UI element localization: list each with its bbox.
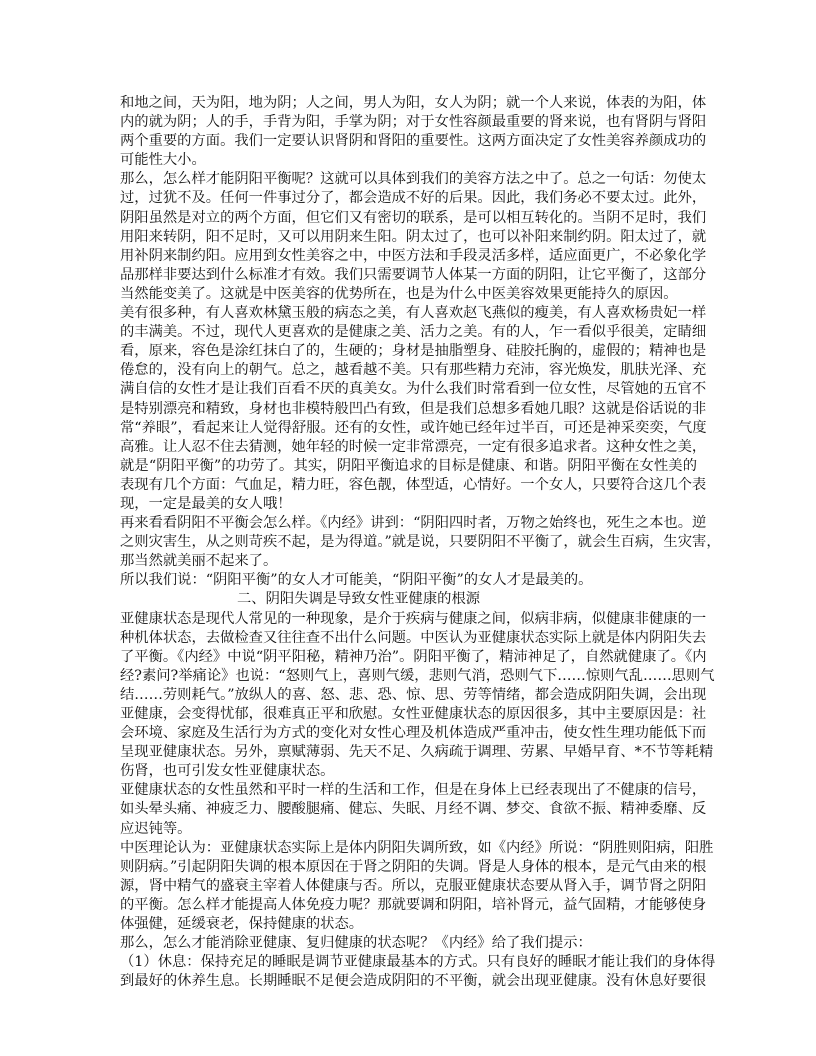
document-body xyxy=(120,94,721,991)
text-line: 常“养眼”，看起来让人觉得舒服。还有的女性，或许她已经年过半百，可还是神采奕奕，气度 xyxy=(120,419,707,436)
text-line: 体强健，延缓衰老，保持健康的状态。 xyxy=(120,916,364,933)
paragraph xyxy=(120,514,721,571)
text-line: 经?素问?举痛论》也说：“怒则气上，喜则气缓，悲则气消，恐则气下……惊则气乱……思则气 xyxy=(120,667,715,684)
text-line: 中医理论认为：亚健康状态实际上是体内阴阳失调所致，如《内经》所说：“阴胜则阳病，阳胜 xyxy=(120,839,714,856)
paragraph xyxy=(120,934,697,953)
text-line: 倦怠的，没有向上的朝气。总之，越看越不美。只有那些精力充沛，容光焕发，肌肤光泽、充 xyxy=(120,362,707,379)
text-line: 之则灾害生，从之则苛疾不起，是为得道。”就是说，只要阴阳不平衡了，就会生百病，生灾害， xyxy=(120,534,721,551)
text-line: 美有很多种，有人喜欢林黛玉般的病态之美，有人喜欢赵飞燕似的瘦美，有人喜欢杨贵妃一样 xyxy=(120,305,707,322)
text-line: 到最好的休养生息。长期睡眠不足便会造成阴阳的不平衡，就会出现亚健康。没有休息好要很 xyxy=(120,973,707,990)
text-line: 用补阴来制约阳。应用到女性美容之中，中医方法和手段灵活多样，适应面更广，不必象化学 xyxy=(120,247,707,264)
text-line: 就是“阴阳平衡”的功劳了。其实，阴阳平衡追求的目标是健康、和谐。阴阳平衡在女性美的 xyxy=(120,457,697,474)
text-line: 所以我们说：“阴阳平衡”的女人才可能美，“阴阳平衡”的女人才是最美的。 xyxy=(120,572,593,589)
text-line: 如头晕头痛、神疲乏力、腰酸腿痛、健忘、失眠、月经不调、梦交、食欲不振、精神委靡、反 xyxy=(120,801,707,818)
text-line: 品那样非要达到什么标准才有效。我们只需要调节人体某一方面的阴阳，让它平衡了，这部分 xyxy=(120,266,707,283)
text-line: 结……劳则耗气。”放纵人的喜、怒、悲、恐、惊、思、劳等情绪，都会造成阴阳失调，会出现 xyxy=(120,686,707,703)
paragraph xyxy=(120,571,697,590)
text-line: 呈现亚健康状态。另外，禀赋薄弱、先天不足、久病疏于调理、劳累、早婚早育、*不节等耗精 xyxy=(120,744,714,761)
text-line: 种机体状态，去做检查又往往查不出什么问题。中医认为亚健康状态实际上就是体内阴阳失去 xyxy=(120,629,707,646)
paragraph xyxy=(120,839,714,934)
text-line: 高雅。让人忍不住去猜测，她年轻的时候一定非常漂亮，一定有很多追求者。这种女性之美， xyxy=(120,438,707,455)
text-line: 阴阳虽然是对立的两个方面，但它们又有密切的联系，是可以相互转化的。当阴不足时，我们 xyxy=(120,209,707,226)
text-line: 满自信的女性才是让我们百看不厌的真美女。为什么我们时常看到一位女性，尽管她的五官不 xyxy=(120,381,707,398)
paragraph xyxy=(120,610,715,782)
text-line: 会环境、家庭及生活行为方式的变化对女性心理及机体造成严重冲击，使女性生理功能低下而 xyxy=(120,725,707,742)
paragraph xyxy=(120,304,707,514)
text-line: 了平衡。《内经》中说“阴平阳秘，精神乃治”。阴阳平衡了，精沛神足了，自然就健康了。《内 xyxy=(120,648,707,665)
text-line: 则阴病。”引起阴阳失调的根本原因在于肾之阴阳的失调。肾是人身体的根本，是元气由来的根 xyxy=(120,858,707,875)
text-line: 那当然就美丽不起来了。 xyxy=(120,553,278,570)
text-line: 亚健康状态的女性虽然和平时一样的生活和工作，但是在身体上已经表现出了不健康的信号， xyxy=(120,782,707,799)
text-line: 表现有几个方面：气血足，精力旺，容色靓，体型适，心情好。一个女人，只要符合这几个表 xyxy=(120,476,707,493)
paragraph xyxy=(120,94,707,170)
text-line: 和地之间，天为阳，地为阴；人之间，男人为阳，女人为阴；就一个人来说，体表的为阳，体 xyxy=(120,95,707,111)
text-line: （1）休息：保持充足的睡眠是调节亚健康最基本的方式。只有良好的睡眠才能让我们的身体得 xyxy=(120,954,716,971)
text-line: 的平衡。怎么样才能提高人体免疫力呢？那就要调和阴阳，培补肾元，益气固精，才能够使身 xyxy=(120,896,707,913)
text-line: 源，肾中精气的盛衰主宰着人体健康与否。所以，克服亚健康状态要从肾入手，调节肾之阴阳 xyxy=(120,877,707,894)
paragraph xyxy=(120,170,707,304)
text-line: 那么，怎么才能消除亚健康、复归健康的状态呢？《内经》给了我们提示： xyxy=(120,935,592,952)
text-line: 亚健康，会变得忧郁，很难真正平和欣慰。女性亚健康状态的原因很多，其中主要原因是：社 xyxy=(120,706,707,722)
paragraph xyxy=(120,781,707,838)
text-line: 两个重要的方面。我们一定要认识肾阴和肾阳的重要性。这两方面决定了女性美容养颜成功的 xyxy=(120,133,707,150)
text-line: 看，原来，容色是涂红抹白了的，生硬的；身材是抽脂塑身、硅胶托胸的，虚假的；精神也是 xyxy=(120,343,707,360)
text-line: 的丰满美。不过，现代人更喜欢的是健康之美、活力之美。有的人，乍一看似乎很美，定睛细 xyxy=(120,324,707,341)
text-line: 那么，怎么样才能阴阳平衡呢？这就可以具体到我们的美容方法之中了。总之一句话：勿使太 xyxy=(120,171,707,188)
text-line: 当然能变美了。这就是中医美容的优势所在，也是为什么中医美容效果更能持久的原因。 xyxy=(120,285,678,302)
text-line: 用阳来转阴，阳不足时，又可以用阴来生阳。阴太过了，也可以补阳来制约阴。阳太过了，就 xyxy=(120,228,707,245)
text-line: 应迟钝等。 xyxy=(120,820,192,837)
text-line: 再来看看阴阳不平衡会怎么样。《内经》讲到：“阴阳四时者，万物之始终也，死生之本也。逆 xyxy=(120,515,707,532)
text-line: 伤肾，也可引发女性亚健康状态。 xyxy=(120,763,335,780)
text-line: 是特别漂亮和精致，身材也非模特般凹凸有致，但是我们总想多看她几眼？这就是俗话说的非 xyxy=(120,400,707,417)
text-line: 可能性大小。 xyxy=(120,152,206,169)
text-line: 内的就为阴；人的手，手背为阳，手掌为阴；对于女性容颜最重要的肾来说，也有肾阴与肾阳 xyxy=(120,114,707,131)
text-line: 亚健康状态是现代人常见的一种现象，是介于疾病与健康之间，似病非病，似健康非健康的一 xyxy=(120,610,707,627)
section-heading: 二、阴阳失调是导致女性亚健康的根源 xyxy=(237,591,481,608)
text-line: 过，过犹不及。任何一件事过分了，都会造成不好的后果。因此，我们务必不要太过。此外， xyxy=(120,190,707,207)
paragraph xyxy=(120,953,716,991)
text-line: 现，一定是最美的女人哦！ xyxy=(120,495,292,512)
